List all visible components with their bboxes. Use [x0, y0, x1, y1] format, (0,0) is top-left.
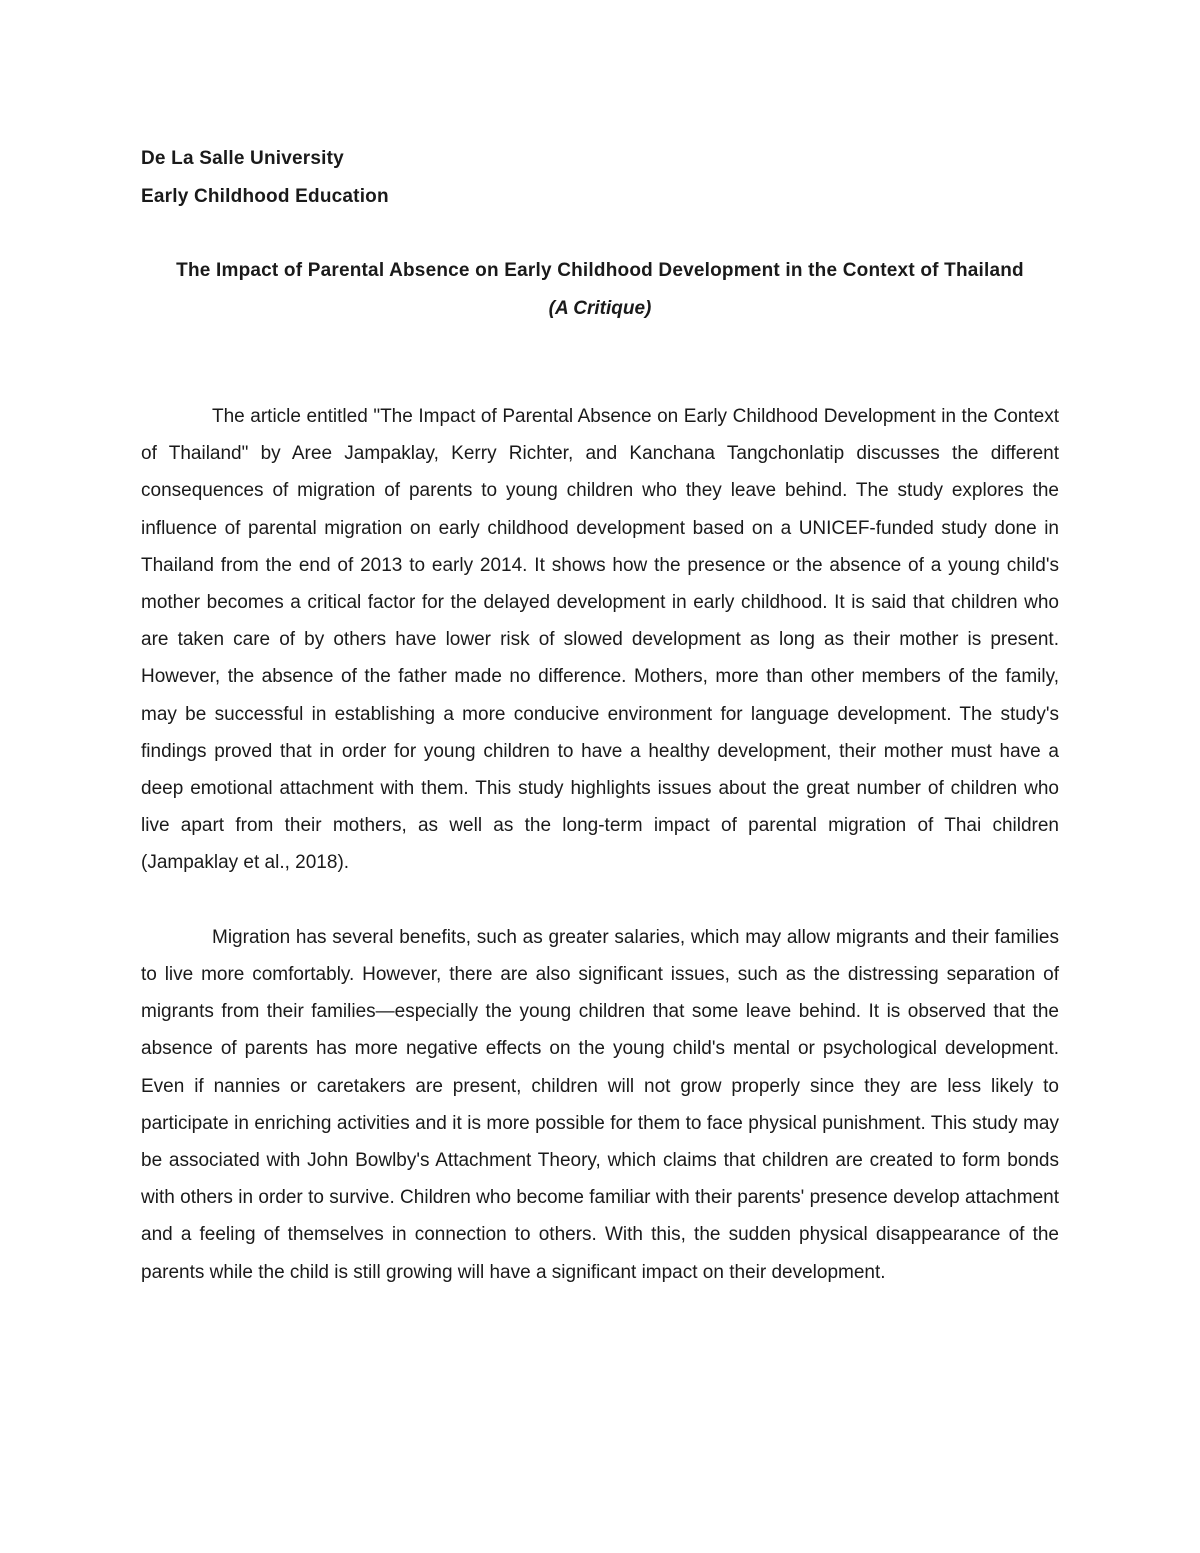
document-subtitle: (A Critique)	[548, 297, 652, 319]
paragraph-2: Migration has several benefits, such as greater salaries, which may allow migrants and their families to live more comfortably. However, there are also significant issues, such as the distressing separation of migrants from their families—especially the young children that some leave behind. It is observed that the absence of parents has more negative effects on the young child's mental or psychological development. Even if nannies or caretakers are present, children will not grow properly since they are less likely to participate in enriching activities and it is more possible for them to face physical punishment. This study may be associated with John Bowlby's Attachment Theory, which claims that children are created to form bonds with others in order to survive. Children who become familiar with their parents' presence develop attachment and a feeling of themselves in connection to others. With this, the sudden physical disappearance of the parents while the child is still growing will have a significant impact on their development.	[141, 926, 1059, 1283]
document-title: The Impact of Parental Absence on Early Childhood Development in the Context of Thailand	[176, 260, 1024, 281]
document-body	[141, 398, 1059, 1328]
document-header	[141, 140, 1059, 215]
title-block	[141, 252, 1059, 327]
program-name: Early Childhood Education	[141, 185, 389, 207]
paragraph-1: The article entitled "The Impact of Parental Absence on Early Childhood Development in the Context of Thailand" by Aree Jampaklay, Kerry Richter, and Kanchana Tangchonlatip discusses the different consequences of migration of parents to young children who they leave behind. The study explores the influence of parental migration on early childhood development based on a UNICEF-funded study done in Thailand from the end of 2013 to early 2014. It shows how the presence or the absence of a young child's mother becomes a critical factor for the delayed development in early childhood. It is said that children who are taken care of by others have lower risk of slowed development as long as their mother is present. However, the absence of the father made no difference. Mothers, more than other members of the family, may be successful in establishing a more conducive environment for language development. The study's findings proved that in order for young children to have a healthy development, their mother must have a deep emotional attachment with them. This study highlights issues about the great number of children who live apart from their mothers, as well as the long-term impact of parental migration of Thai children (Jampaklay et al., 2018).	[141, 406, 1059, 874]
institution-name: De La Salle University	[141, 148, 344, 169]
